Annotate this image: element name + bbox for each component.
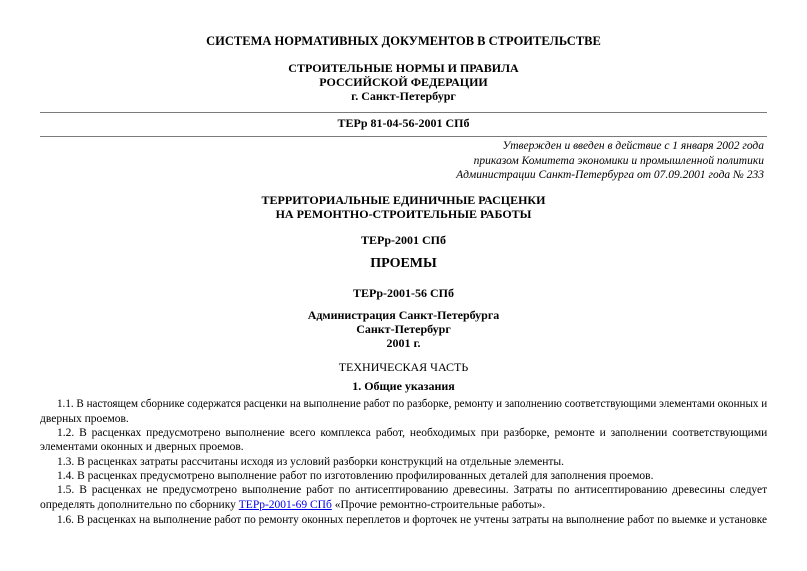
part-code: ТЕРр-2001-56 СПб [352, 286, 454, 300]
approval-line3: Администрации Санкт-Петербурга от 07.09.2001 года № 233 [456, 169, 764, 181]
approval-line1: Утвержден и введен в действие с 1 января 2002 года [502, 140, 764, 152]
series-code: ТЕРр-2001 СПб [360, 233, 446, 247]
norms-title-line2: РОССИЙСКОЙ ФЕДЕРАЦИИ [319, 75, 488, 89]
publisher-org: Администрация Санкт-Петербурга [307, 308, 500, 322]
header-city: г. Санкт-Петербург [351, 89, 456, 103]
publisher-year: 2001 г. [386, 336, 421, 350]
norms-title-line1: СТРОИТЕЛЬНЫЕ НОРМЫ И ПРАВИЛА [288, 61, 519, 75]
publisher-city: Санкт-Петербург [356, 322, 451, 336]
paragraph-1-5-line1: 1.5. В расценках не предусмотрено выполнение работ по антисептированию древесины. Затраты по антисептированию древесины следует [57, 484, 768, 496]
collection-name: ПРОЕМЫ [370, 256, 437, 271]
paragraph-1-5-line2 [40, 499, 545, 511]
paragraph-1-5-text-pre: определять дополнительно по сборнику [40, 499, 239, 511]
paragraph-1-2-line1: 1.2. В расценках предусмотрено выполнение всего комплекса работ, необходимых при разборке, ремонте и заполнении соответствующими [57, 427, 768, 439]
paragraph-1-1-line1: 1.1. В настоящем сборнике содержатся расценки на выполнение работ по разборке, ремонту и заполнению соответствующими элементами оконных и [57, 398, 768, 410]
paragraph-1-1-line2: дверных проемов. [40, 413, 129, 425]
section-heading: ТЕХНИЧЕСКАЯ ЧАСТЬ [338, 360, 469, 374]
paragraph-1-6-line1: 1.6. В расценках на выполнение работ по ремонту оконных переплетов и форточек не учтены затраты на выполнение работ по выемке и установке [57, 514, 768, 526]
divider-top [40, 112, 767, 113]
main-title-line1: ТЕРРИТОРИАЛЬНЫЕ ЕДИНИЧНЫЕ РАСЦЕНКИ [261, 193, 546, 207]
paragraph-1-5-text-post: «Прочие ремонтно-строительные работы». [331, 499, 546, 511]
system-title: СИСТЕМА НОРМАТИВНЫХ ДОКУМЕНТОВ В СТРОИТЕЛЬСТВЕ [206, 34, 601, 48]
main-title-line2: НА РЕМОНТНО-СТРОИТЕЛЬНЫЕ РАБОТЫ [275, 207, 532, 221]
section-subheading: 1. Общие указания [352, 379, 455, 393]
paragraph-1-3: 1.3. В расценках затраты рассчитаны исходя из условий разборки конструкций на отдельные элементы. [57, 456, 565, 468]
document-code: ТЕРр 81-04-56-2001 СПб [337, 116, 470, 130]
paragraph-1-2-line2: элементами оконных и дверных проемов. [40, 441, 244, 453]
divider-bottom [40, 136, 767, 137]
approval-line2: приказом Комитета экономики и промышленной политики [473, 155, 764, 167]
collection-link[interactable]: ТЕРр-2001-69 СПб [238, 499, 332, 511]
paragraph-1-4: 1.4. В расценках предусмотрено выполнение работ по изготовлению профилированных деталей для заполнения проемов. [57, 470, 654, 482]
